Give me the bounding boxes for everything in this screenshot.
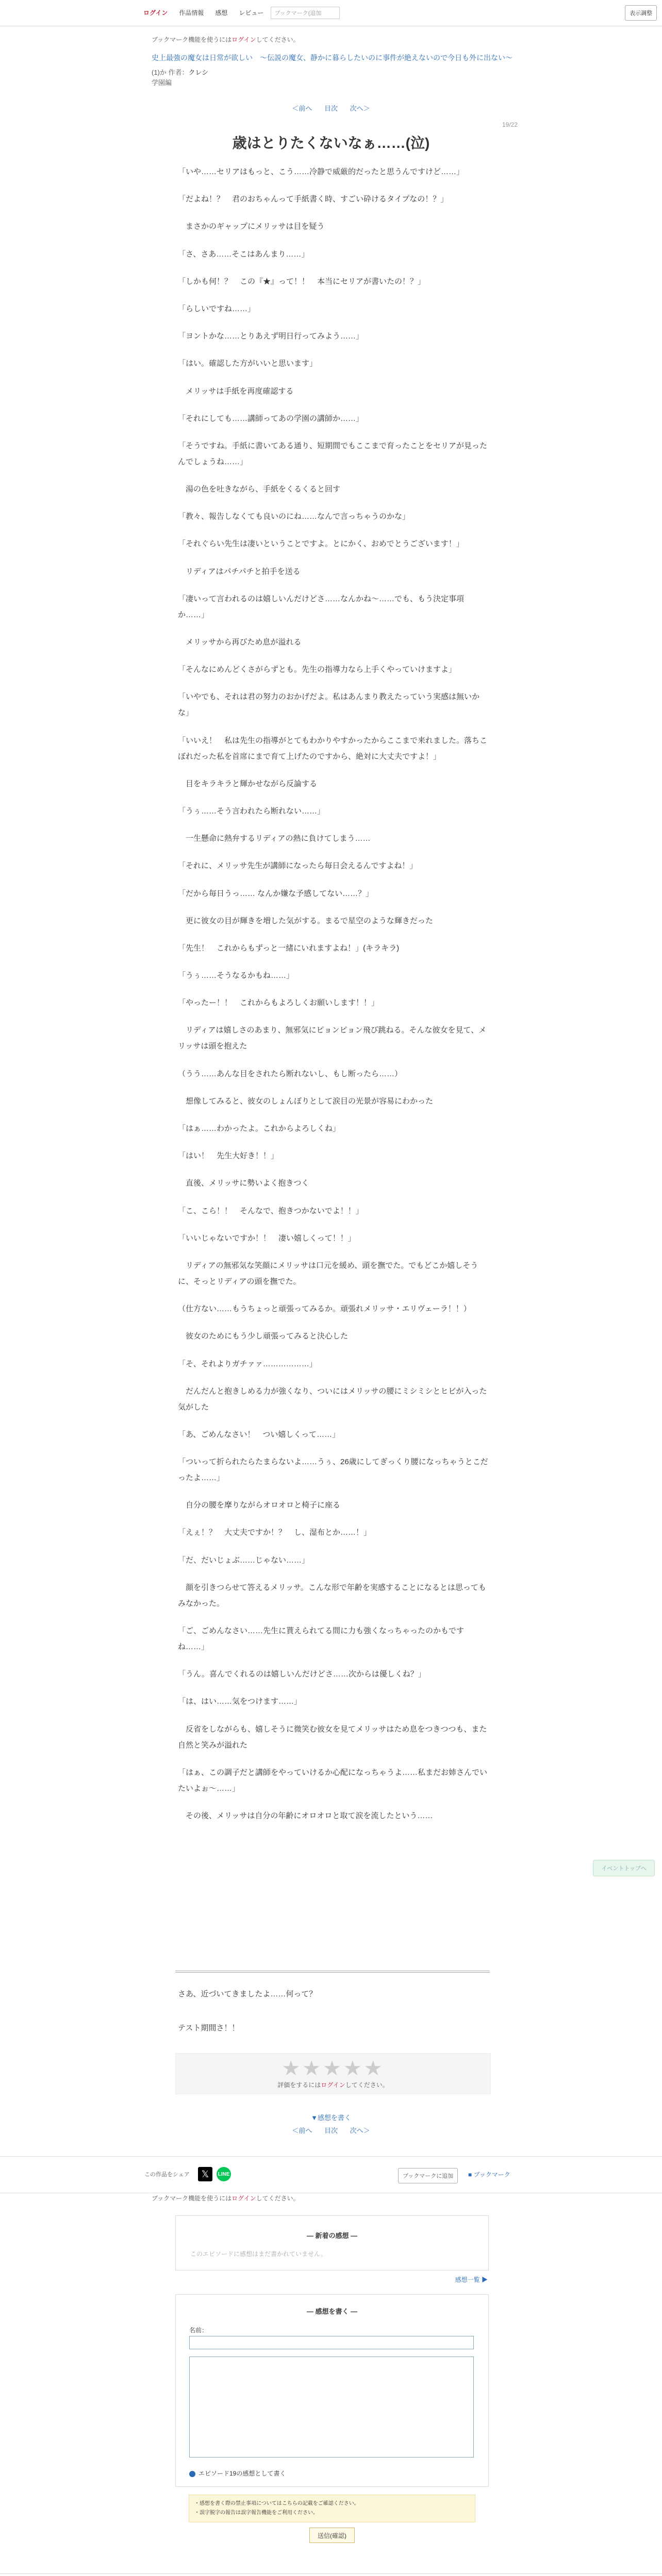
- nav-recommendations[interactable]: レビュー: [239, 9, 264, 16]
- rating-note: [176, 2080, 490, 2089]
- author-label: 作者：: [166, 69, 189, 76]
- body-paragraph: 反省をしながらも、嬉しそうに微笑む彼女を見てメリッサはため息をつきつつも、また自然と笑みが溢れた: [178, 1724, 487, 1750]
- write-review-toggle[interactable]: ▼感想を書く: [311, 2114, 351, 2122]
- body-paragraph: 「えぇ！？ 大丈夫ですか！？ し、湿布とか……！」: [178, 1528, 372, 1537]
- body-paragraph: 「それに、メリッサ先生が講師になったら毎日会えるんですよね！」: [178, 861, 418, 871]
- afterword-line: さあ、近づいてきましたよ……何って？: [178, 1990, 317, 1998]
- author-name[interactable]: クレシ: [188, 69, 209, 76]
- notice-prefix: ブックマーク機能を使うには: [152, 2195, 232, 2202]
- review-textarea[interactable]: [189, 2357, 474, 2458]
- body-paragraph: 「やったー！！ これからもよろしくお願いします！！」: [178, 998, 379, 1008]
- warning-line: ・誤字脱字の報告は誤字報告機能をご利用ください。: [194, 2510, 318, 2516]
- body-paragraph: だんだんと抱きしめる力が強くなり、ついにはメリッサの腰にミシミシとヒビが入った気がした: [178, 1386, 487, 1412]
- rating-box: [175, 2053, 491, 2094]
- add-bookmark-button[interactable]: ブックマークに追加: [398, 2168, 458, 2183]
- share-label: この作品をシェア: [144, 2172, 190, 2178]
- body-paragraph: メリッサは手紙を再度確認する: [178, 386, 294, 396]
- write-review-heading: ― 感想を書く ―: [306, 2308, 358, 2315]
- body-paragraph: 「さ、さあ……そこはあんまり……」: [178, 249, 309, 259]
- write-review-panel: [175, 2294, 489, 2487]
- body-paragraph: 「それにしても……講師ってあの学園の講師か……」: [178, 414, 364, 423]
- top-nav: [139, 5, 340, 20]
- episode-title: 歳はとりたくないなぁ……(泣): [232, 135, 430, 151]
- rating-stars[interactable]: ★★★★★: [282, 2057, 385, 2080]
- body-paragraph: 「いやでも、それは君の努力のおかげだよ。私はあんまり教えたっていう実感は無いかな」: [178, 692, 480, 718]
- body-paragraph: 「うん。喜んでくれるのは嬉しいんだけどさ……次からは優しくね？」: [178, 1670, 426, 1679]
- bookmark-input[interactable]: ブックマーク(追加: [271, 7, 340, 19]
- radio-icon[interactable]: [189, 2471, 195, 2477]
- prev-link[interactable]: ＜前へ: [292, 2127, 312, 2134]
- body-paragraph: 「教々、報告しなくても良いのにね……なんで言っちゃうのかな」: [178, 512, 410, 521]
- body-paragraph: リディアの無邪気な笑顔にメリッサは口元を緩め、頭を撫でた。でもどこか嬉しそうに、そっとリディアの頭を撫でた。: [178, 1261, 478, 1286]
- body-paragraph: 更に彼女の目が輝きを増した気がする。まるで星空のような輝きだった: [178, 916, 433, 925]
- body-paragraph: 直後、メリッサに勢いよく抱きつく: [178, 1179, 309, 1188]
- body-paragraph: まさかのギャップにメリッサは目を疑う: [178, 222, 325, 231]
- body-paragraph: 「うぅ……そう言われたら断れない……」: [178, 806, 325, 816]
- submit-review-button[interactable]: 送信(確認): [309, 2528, 355, 2543]
- body-paragraph: （うう……あんな目をされたら断れないし、もし断ったら……）: [178, 1069, 403, 1078]
- nav-reviews[interactable]: 感想: [215, 9, 228, 16]
- series-title-link[interactable]: 史上最強の魔女は日常が欲しい ～伝説の魔女、静かに暮らしたいのに事件が絶えないので今日も外に出ない～: [152, 54, 512, 62]
- prev-link[interactable]: ＜前へ: [292, 105, 312, 112]
- body-paragraph: （仕方ない……もうちょっと頑張ってみるか。頑張れメリッサ・エリヴェーラ！！）: [178, 1304, 471, 1314]
- body-paragraph: 「ヨントかな……とりあえず明日行ってみよう……」: [178, 332, 364, 341]
- body-paragraph: 「いいじゃないですか！！ 凄い嬉しくって！！」: [178, 1233, 356, 1243]
- toc-link[interactable]: 目次: [324, 105, 338, 112]
- body-paragraph: 「はぁ……わかったよ。これからよろしくね」: [178, 1124, 341, 1133]
- episode-body: [178, 164, 490, 1835]
- body-paragraph: 一生懸命に熱弁するリディアの熱に負けてしまう……: [178, 834, 371, 843]
- login-notice-2: [152, 2194, 300, 2202]
- body-paragraph: リディアはパチパチと拍手を送る: [178, 567, 301, 576]
- body-paragraph: その後、メリッサは自分の年齢にオロオロと取て涙を流したという……: [178, 1811, 433, 1820]
- body-paragraph: 「ついって折られたらたまらないよ……うぅ、26歳にしてぎっくり腰になっちゃうとこだったよ……」: [178, 1458, 488, 1483]
- rating-login-link[interactable]: ログイン: [321, 2081, 345, 2089]
- body-paragraph: 自分の腰を摩りながらオロオロと椅子に座る: [178, 1501, 341, 1510]
- no-reviews-text: このエピソードに感想はまだ書かれていません。: [190, 2250, 327, 2258]
- afterword-line: テスト期間さ！！: [178, 2024, 240, 2032]
- afterword: [178, 1989, 490, 2057]
- episode-range: (1)か: [152, 69, 167, 76]
- body-paragraph: 目をキラキラと輝かせながら反論する: [178, 779, 318, 788]
- latest-reviews-panel: [175, 2215, 489, 2270]
- toc-link[interactable]: 目次: [324, 2127, 338, 2134]
- body-paragraph: 「いや……セリアはもっと、こう……冷静で威厳的だったと思うんですけど……」: [178, 167, 465, 176]
- body-paragraph: メリッサから再びため息が溢れる: [178, 638, 302, 647]
- body-paragraph: 「だから毎日うっ…… なんか嫌な予感してない……？」: [178, 889, 374, 898]
- rating-suffix: してください。: [345, 2081, 389, 2089]
- notice-suffix: してください。: [256, 2195, 300, 2202]
- notice-login-link[interactable]: ログイン: [231, 2195, 256, 2202]
- line-share-icon[interactable]: LINE: [217, 2167, 231, 2181]
- body-paragraph: 「ご、ごめんなさい……先生に貰えられてる間に力も強くなっちゃったのかもですね……」: [178, 1626, 465, 1651]
- review-warning: [189, 2495, 475, 2522]
- episode-number: 19/22: [502, 121, 518, 128]
- body-paragraph: 湯の色を吐きながら、手紙をくるくると回す: [178, 485, 341, 494]
- name-input[interactable]: [189, 2336, 474, 2349]
- body-paragraph: 想像してみると、彼女のしょんぼりとして涙目の光景が容易にわかった: [178, 1096, 434, 1106]
- body-paragraph: 「先生！ これからもずっと一緒にいれますよね！」(キラキラ): [178, 943, 400, 953]
- login-link[interactable]: ログイン: [143, 9, 168, 16]
- pager-top: [0, 103, 662, 113]
- top-bar: [0, 0, 662, 26]
- afterword-divider: [175, 1971, 490, 1973]
- notice-login-link[interactable]: ログイン: [231, 36, 256, 43]
- review-list-link[interactable]: 感想一覧 ▶: [455, 2276, 488, 2283]
- pager-bottom: [0, 2125, 662, 2135]
- body-paragraph: 「そうですね。手紙に書いてある通り、短期間でもここまで育ったことをセリアが見ったんでしょうね……」: [178, 441, 488, 466]
- body-paragraph: 「そんなにめんどくさがらずとも。先生の指導力なら上手くやっていけますよ」: [178, 665, 457, 674]
- body-paragraph: 「はい！ 先生大好き！！」: [178, 1151, 279, 1161]
- nav-work-info[interactable]: 作品情報: [179, 9, 204, 16]
- body-paragraph: 「しかも何！？ この『★』って！！ 本当にセリアが書いたの！？」: [178, 277, 426, 286]
- body-paragraph: 「うぅ……そうなるかもね……」: [178, 971, 294, 980]
- warning-line: ・感想を書く際の禁止事項についてはこちらの記載をご確認ください。: [194, 2501, 359, 2506]
- notice-suffix: してください。: [256, 36, 300, 43]
- body-paragraph: 「あ、ごめんなさい！ つい嬉しくって……」: [178, 1430, 340, 1439]
- footer-links: [0, 2573, 662, 2576]
- name-label: 名前：: [189, 2327, 208, 2334]
- body-paragraph: 「それぐらい先生は凄いということですよ。とにかく、おめでとうございます！」: [178, 539, 464, 549]
- body-paragraph: 「はい。確認した方がいいと思います」: [178, 359, 318, 368]
- body-paragraph: 「そ、それよりガチァァ………………」: [178, 1359, 317, 1368]
- notice-prefix: ブックマーク機能を使うには: [152, 36, 232, 43]
- side-event-button[interactable]: イベントトップへ: [593, 1860, 655, 1876]
- body-paragraph: 「はぁ、この調子だと講師をやっていけるか心配になっちゃうよ……私まだお姉さんでいたいよぉ～……」: [178, 1768, 488, 1793]
- body-paragraph: 「こ、こら！！ そんなで、抱きつかないでよ！！」: [178, 1206, 363, 1215]
- body-paragraph: 「凄いって言われるのは嬉しいんだけどさ……なんかね～……でも、もう決定事項か……」: [178, 594, 465, 619]
- chapter-name: 学園編: [152, 79, 172, 87]
- author-line: [152, 67, 208, 77]
- body-paragraph: 「だ、だいじょぶ……じゃない……」: [178, 1555, 310, 1565]
- body-paragraph: リディアは嬉しさのあまり、無邪気にピョンピョン飛び跳ねる。そんな彼女を見て、メリッサは頭を抱えた: [178, 1026, 487, 1051]
- checkbox-label: エピソード19の感想として書く: [198, 2470, 286, 2477]
- next-link[interactable]: 次へ＞: [350, 105, 370, 112]
- bookmark-link[interactable]: ■ ブックマーク: [468, 2171, 510, 2178]
- body-paragraph: 顔を引きつらせて答えるメリッサ。こんな形で年齢を実感することになるとは思ってもみなかった。: [178, 1583, 486, 1608]
- body-paragraph: 「いいえ！ 私は先生の指導がとてもわかりやすかったからここまで来れました。落ちこぼれだった私を首席にまで育て上げたのですから、絶対に大丈夫ですよ！」: [178, 736, 488, 761]
- x-share-icon[interactable]: 𝕏: [198, 2167, 212, 2181]
- share-bar: [0, 2156, 662, 2193]
- body-paragraph: 「だよね！？ 君のおちゃんって手紙書く時、すごい砕けるタイプなの！？」: [178, 195, 449, 204]
- next-link[interactable]: 次へ＞: [350, 2127, 370, 2134]
- display-setting-button[interactable]: 表示調整: [625, 5, 657, 21]
- body-paragraph: 彼女のためにもう少し頑張ってみると決心した: [178, 1332, 349, 1341]
- episode-review-checkbox[interactable]: [189, 2469, 286, 2478]
- latest-reviews-heading: ― 新着の感想 ―: [306, 2232, 358, 2240]
- rating-prefix: 評価をするには: [277, 2081, 321, 2089]
- body-paragraph: 「らしいですね……」: [178, 304, 256, 313]
- body-paragraph: 「は、はい……気をつけます……」: [178, 1697, 302, 1706]
- login-notice: [152, 35, 300, 44]
